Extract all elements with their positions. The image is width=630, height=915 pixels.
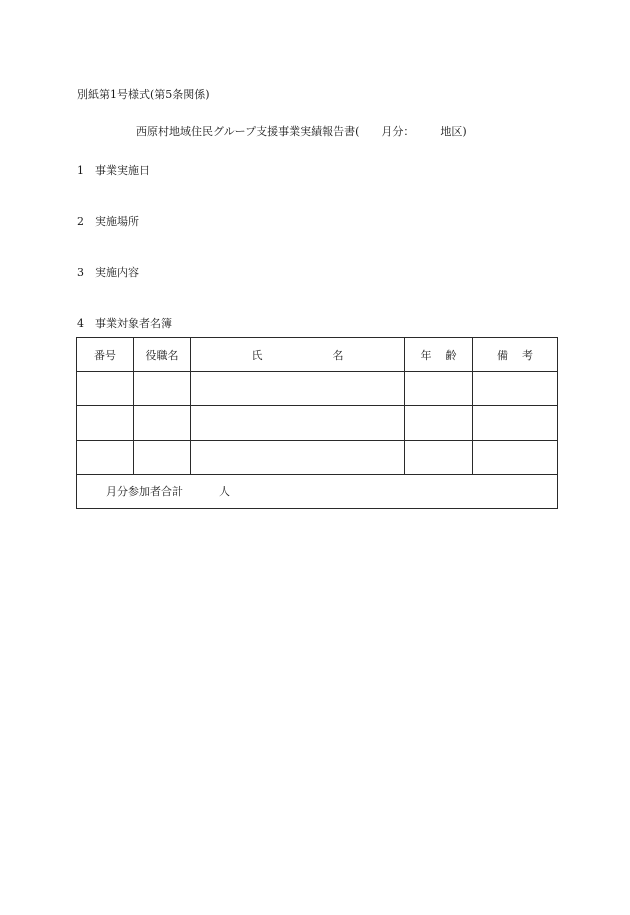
table-row: [77, 372, 558, 406]
table-total-row: [77, 474, 558, 508]
header-remarks-part2: 考: [522, 348, 533, 362]
cell-age[interactable]: [405, 406, 473, 440]
header-remarks-part1: 備: [497, 348, 508, 362]
section-label: 事業対象者名簿: [95, 317, 172, 330]
section-implementation-date: [77, 162, 150, 178]
header-position: 役職名: [134, 338, 191, 372]
header-name: [191, 338, 405, 372]
participant-roster-table: [76, 337, 558, 509]
cell-remarks[interactable]: [473, 372, 558, 406]
cell-number[interactable]: [77, 440, 134, 474]
cell-remarks[interactable]: [473, 406, 558, 440]
title-district-suffix: 地区): [440, 125, 467, 138]
cell-number[interactable]: [77, 372, 134, 406]
header-number: 番号: [77, 338, 134, 372]
section-number: 3: [77, 266, 84, 279]
cell-age[interactable]: [405, 372, 473, 406]
section-implementation-place: [77, 213, 139, 229]
section-label: 実施内容: [95, 266, 139, 279]
section-participant-roster: [77, 315, 172, 331]
cell-remarks[interactable]: [473, 440, 558, 474]
title-month-unit: 月分：: [381, 125, 415, 138]
total-unit: 人: [219, 485, 230, 499]
header-remarks: [473, 338, 558, 372]
total-participants-cell: [77, 474, 558, 508]
section-number: 1: [77, 164, 84, 177]
header-name-part1: 氏: [251, 348, 263, 362]
header-age-part1: 年: [420, 348, 432, 362]
section-implementation-content: [77, 264, 139, 280]
cell-name[interactable]: [191, 372, 405, 406]
form-label: 別紙第1号様式(第5条関係): [77, 88, 210, 101]
table-header-row: [77, 338, 558, 372]
header-age-part2: 齢: [445, 348, 457, 362]
section-label: 実施場所: [95, 215, 139, 228]
section-number: 2: [77, 215, 84, 228]
section-label: 事業実施日: [95, 164, 150, 177]
document-title: [136, 123, 467, 139]
cell-age[interactable]: [405, 440, 473, 474]
cell-name[interactable]: [191, 440, 405, 474]
title-main: 西原村地域住民グループ支援事業実績報告書(: [136, 125, 360, 138]
cell-position[interactable]: [134, 440, 191, 474]
cell-position[interactable]: [134, 406, 191, 440]
header-age: [405, 338, 473, 372]
total-label: 月分参加者合計: [106, 485, 183, 499]
header-name-part2: 名: [332, 348, 344, 362]
cell-number[interactable]: [77, 406, 134, 440]
section-number: 4: [77, 317, 84, 330]
table-row: [77, 406, 558, 440]
cell-name[interactable]: [191, 406, 405, 440]
cell-position[interactable]: [134, 372, 191, 406]
table-row: [77, 440, 558, 474]
